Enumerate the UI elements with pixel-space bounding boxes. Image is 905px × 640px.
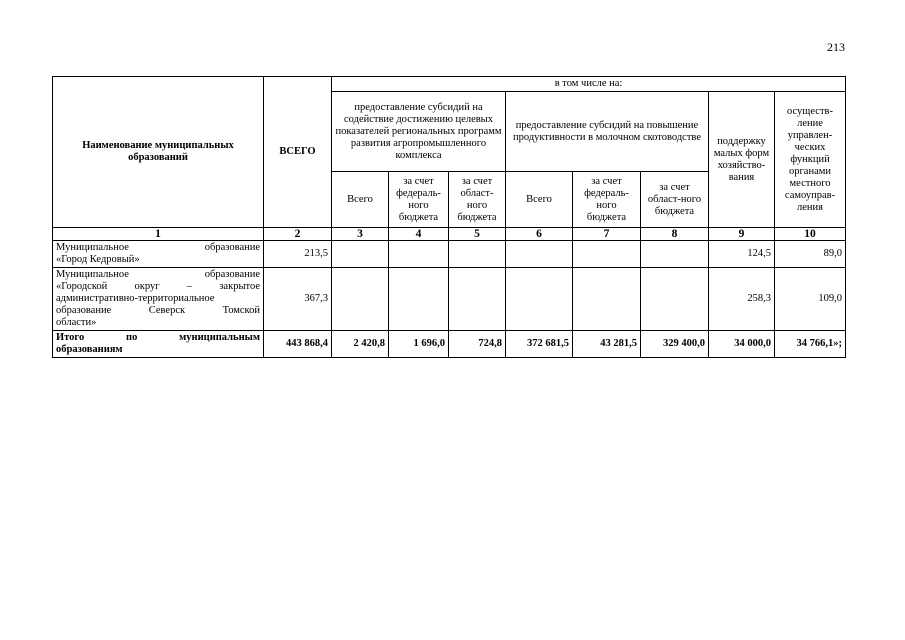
value-cell [449, 268, 506, 331]
header-sub-total-2: Всего [506, 172, 573, 228]
total-value: 443 868,4 [264, 331, 332, 358]
value-cell: 258,3 [709, 268, 775, 331]
header-sub-total-1: Всего [332, 172, 389, 228]
name-line: «Город Кедровый» [56, 254, 140, 265]
name-line: Муниципальное образование [56, 269, 260, 280]
column-number: 3 [332, 228, 389, 241]
header-small-business: поддержку малых форм хозяйство-вания [709, 92, 775, 228]
header-sub-federal-1: за счет федераль-ного бюджета [389, 172, 449, 228]
name-line: Итого по муниципальным [56, 332, 260, 343]
header-sub-regional-2: за счет област-ного бюджета [641, 172, 709, 228]
header-sub-federal-2: за счет федераль-ного бюджета [573, 172, 641, 228]
budget-table [52, 76, 846, 358]
header-name-col: Наименование муниципальных образований [53, 77, 264, 228]
header-including: в том числе на: [332, 77, 846, 92]
value-cell [332, 241, 389, 268]
header-sub-regional-1: за счет област-ного бюджета [449, 172, 506, 228]
column-numbering-row [53, 228, 846, 241]
value-cell: 124,5 [709, 241, 775, 268]
name-line: административно-территориальное [56, 293, 215, 304]
header-total-col: ВСЕГО [264, 77, 332, 228]
column-number: 10 [775, 228, 846, 241]
total-value: 34 000,0 [709, 331, 775, 358]
column-number: 2 [264, 228, 332, 241]
header-municipal-functions: осуществ-ление управлен-ческих функций органами местного самоуправ-ления [775, 92, 846, 228]
value-cell [641, 268, 709, 331]
value-cell [332, 268, 389, 331]
column-number: 4 [389, 228, 449, 241]
column-number: 5 [449, 228, 506, 241]
column-number: 8 [641, 228, 709, 241]
header-group-dairy: предоставление субсидий на повышение продуктивности в молочном скотоводстве [506, 92, 709, 172]
value-cell [641, 241, 709, 268]
column-number: 1 [53, 228, 264, 241]
total-label [53, 331, 264, 358]
value-cell [573, 241, 641, 268]
name-line: области» [56, 317, 97, 328]
total-value: 2 420,8 [332, 331, 389, 358]
table-row [53, 268, 846, 331]
total-value: 724,8 [449, 331, 506, 358]
value-cell: 109,0 [775, 268, 846, 331]
table-row [53, 241, 846, 268]
municipality-name [53, 241, 264, 268]
name-line: Муниципальное образование [56, 242, 260, 253]
value-cell [506, 268, 573, 331]
page-number: 213 [827, 40, 845, 54]
total-value: 1 696,0 [389, 331, 449, 358]
value-cell [389, 241, 449, 268]
column-number: 6 [506, 228, 573, 241]
name-line: образование Северск Томской [56, 305, 260, 316]
column-number: 9 [709, 228, 775, 241]
value-cell: 89,0 [775, 241, 846, 268]
value-cell [573, 268, 641, 331]
value-total: 367,3 [264, 268, 332, 331]
name-line: «Городской округ – закрытое [56, 281, 260, 292]
value-cell [389, 268, 449, 331]
total-value: 372 681,5 [506, 331, 573, 358]
total-row [53, 331, 846, 358]
column-number: 7 [573, 228, 641, 241]
value-cell [449, 241, 506, 268]
value-total: 213,5 [264, 241, 332, 268]
municipality-name [53, 268, 264, 331]
header-group-agro: предоставление субсидий на содействие достижению целевых показателей региональных программ развития агропромышленного комплекса [332, 92, 506, 172]
value-cell [506, 241, 573, 268]
total-value: 34 766,1»; [775, 331, 846, 358]
total-value: 43 281,5 [573, 331, 641, 358]
name-line: образованиям [56, 344, 123, 355]
total-value: 329 400,0 [641, 331, 709, 358]
